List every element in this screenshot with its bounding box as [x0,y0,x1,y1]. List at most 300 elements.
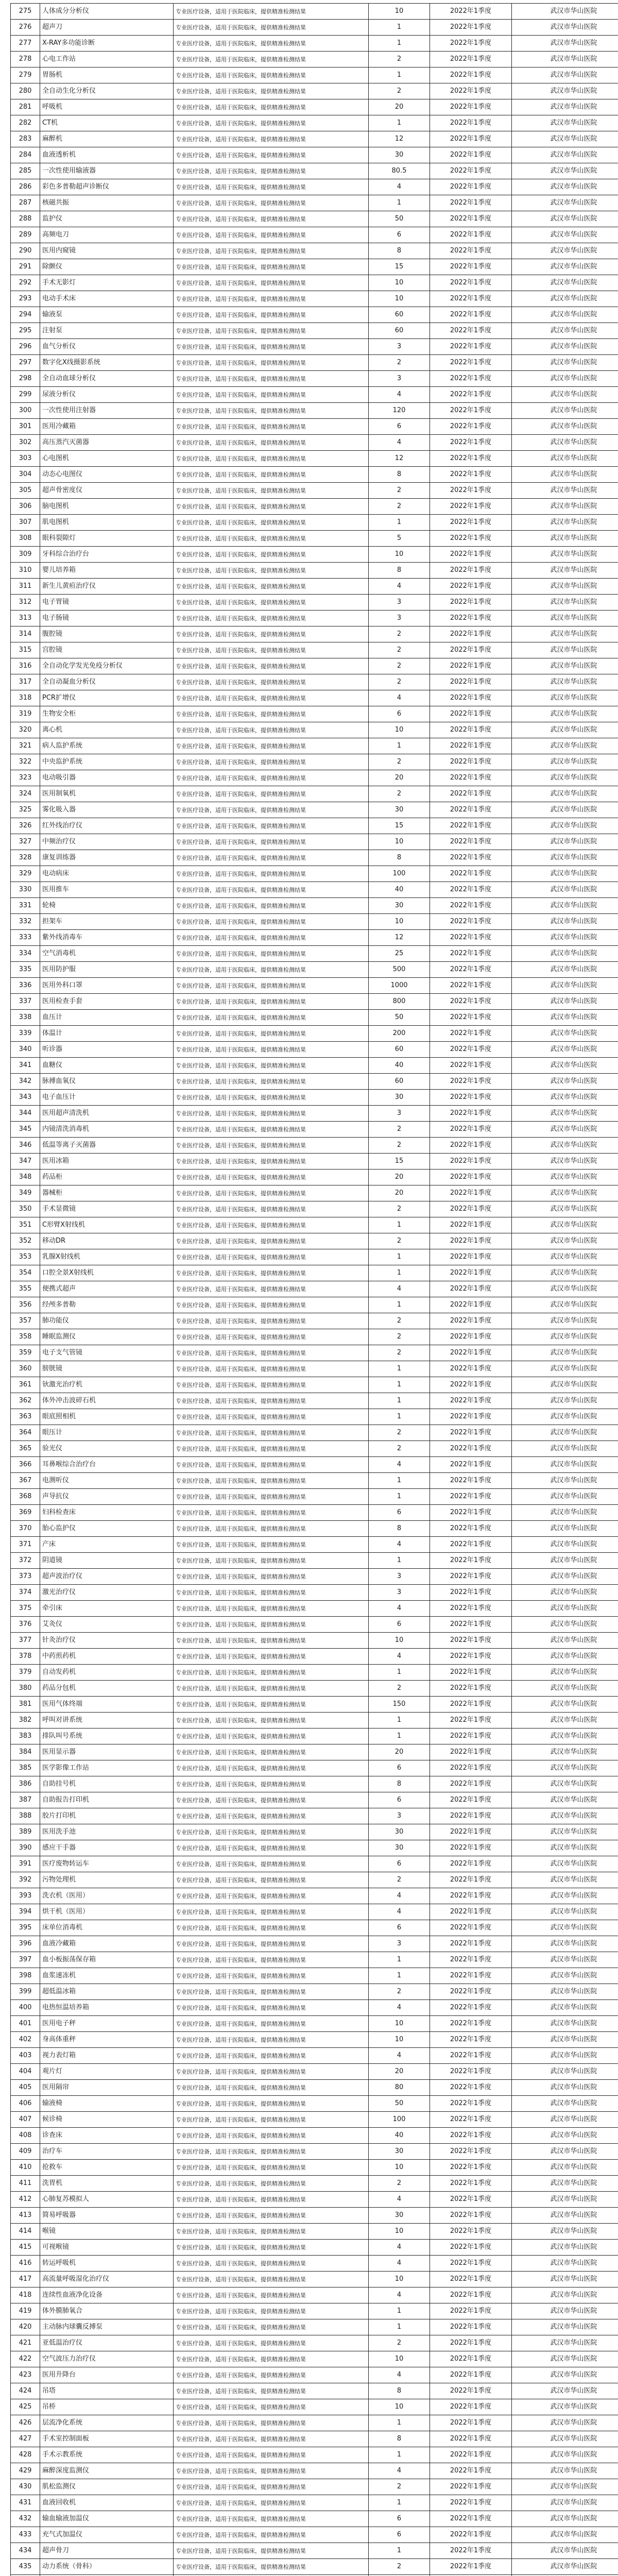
item-description: 专业医疗设备，适用于医院临床，提供精准检测结果 [174,674,369,690]
purchase-date: 2022年1季度 [430,275,512,291]
item-quantity: 30 [369,2208,430,2224]
table-row [11,563,618,579]
purchase-date: 2022年1季度 [430,722,512,738]
row-number: 336 [11,978,40,994]
purchase-date: 2022年1季度 [430,770,512,786]
table-row [11,2463,618,2479]
item-quantity: 200 [369,1026,430,1042]
row-number: 408 [11,2128,40,2144]
purchase-date: 2022年1季度 [430,1760,512,1776]
purchase-date: 2022年1季度 [430,1425,512,1441]
purchasing-unit: 武汉市华山医院 [512,211,618,227]
item-name: 医用隔帘 [40,2080,174,2096]
purchase-date: 2022年1季度 [430,1090,512,1106]
item-name: 注射泵 [40,323,174,339]
purchasing-unit: 武汉市华山医院 [512,579,618,595]
purchase-date: 2022年1季度 [430,1361,512,1377]
item-description: 专业医疗设备，适用于医院临床，提供精准检测结果 [174,1728,369,1744]
purchasing-unit: 武汉市华山医院 [512,2479,618,2495]
item-description: 专业医疗设备，适用于医院临床，提供精准检测结果 [174,914,369,930]
purchasing-unit: 武汉市华山医院 [512,1601,618,1617]
row-number: 301 [11,419,40,435]
item-quantity: 3 [369,595,430,611]
purchasing-unit: 武汉市华山医院 [512,1201,618,1217]
item-quantity: 1 [369,1473,430,1489]
purchase-date: 2022年1季度 [430,1457,512,1473]
purchase-date: 2022年1季度 [430,866,512,882]
table-row [11,738,618,754]
table-row [11,2272,618,2287]
table-row [11,1537,618,1553]
item-description: 专业医疗设备，适用于医院临床，提供精准检测结果 [174,115,369,131]
purchasing-unit: 武汉市华山医院 [512,1441,618,1457]
item-quantity: 25 [369,946,430,962]
item-name: 生物安全柜 [40,706,174,722]
purchase-date: 2022年1季度 [430,99,512,115]
item-quantity: 8 [369,850,430,866]
purchasing-unit: 武汉市华山医院 [512,1665,618,1681]
table-row [11,946,618,962]
item-description: 专业医疗设备，适用于医院临床，提供精准检测结果 [174,1713,369,1728]
row-number: 354 [11,1265,40,1281]
row-number: 359 [11,1345,40,1361]
item-name: 动态心电图仪 [40,467,174,483]
item-quantity: 3 [369,1585,430,1601]
purchase-date: 2022年1季度 [430,1233,512,1249]
purchase-date: 2022年1季度 [430,1888,512,1904]
row-number: 367 [11,1473,40,1489]
purchase-date: 2022年1季度 [430,131,512,147]
purchase-date: 2022年1季度 [430,2543,512,2559]
purchasing-unit: 武汉市华山医院 [512,850,618,866]
item-name: 医用气体终端 [40,1697,174,1713]
item-description: 专业医疗设备，适用于医院临床，提供精准检测结果 [174,722,369,738]
item-name: 超声骨刀 [40,2543,174,2559]
item-description: 专业医疗设备，适用于医院临床，提供精准检测结果 [174,483,369,499]
row-number: 418 [11,2287,40,2303]
item-quantity: 1 [369,1265,430,1281]
item-description: 专业医疗设备，适用于医院临床，提供精准检测结果 [174,163,369,179]
purchasing-unit: 武汉市华山医院 [512,930,618,946]
item-name: 血液回收机 [40,2495,174,2511]
purchase-date: 2022年1季度 [430,67,512,83]
item-name: 腹腔镜 [40,626,174,642]
row-number: 388 [11,1808,40,1824]
row-number: 381 [11,1697,40,1713]
item-description: 专业医疗设备，适用于医院临床，提供精准检测结果 [174,1824,369,1840]
row-number: 294 [11,307,40,323]
item-quantity: 4 [369,179,430,195]
item-description: 专业医疗设备，适用于医院临床，提供精准检测结果 [174,195,369,211]
table-row [11,483,618,499]
item-description: 专业医疗设备，适用于医院临床，提供精准检测结果 [174,1968,369,1984]
purchase-date: 2022年1季度 [430,1138,512,1154]
purchasing-unit: 武汉市华山医院 [512,1297,618,1313]
purchase-date: 2022年1季度 [430,2240,512,2256]
purchasing-unit: 武汉市华山医院 [512,435,618,451]
table-row [11,1649,618,1665]
item-description: 专业医疗设备，适用于医院临床，提供精准检测结果 [174,2351,369,2367]
item-description: 专业医疗设备，适用于医院临床，提供精准检测结果 [174,2000,369,2016]
purchase-date: 2022年1季度 [430,1377,512,1393]
item-description: 专业医疗设备，适用于医院临床，提供精准检测结果 [174,1457,369,1473]
item-quantity: 2 [369,1122,430,1138]
item-description: 专业医疗设备，适用于医院临床，提供精准检测结果 [174,866,369,882]
item-name: 超低温冰箱 [40,1984,174,2000]
item-quantity: 1 [369,67,430,83]
row-number: 433 [11,2527,40,2543]
row-number: 392 [11,1872,40,1888]
purchase-date: 2022年1季度 [430,1010,512,1026]
item-name: 诊查床 [40,2128,174,2144]
table-row [11,1122,618,1138]
item-name: 电热恒温培养箱 [40,2000,174,2016]
item-name: 电子支气管镜 [40,1345,174,1361]
item-description: 专业医疗设备，适用于医院临床，提供精准检测结果 [174,2160,369,2176]
item-quantity: 20 [369,1744,430,1760]
purchase-date: 2022年1季度 [430,1345,512,1361]
item-description: 专业医疗设备，适用于医院临床，提供精准检测结果 [174,259,369,275]
purchasing-unit: 武汉市华山医院 [512,1505,618,1521]
item-description: 专业医疗设备，适用于医院临床，提供精准检测结果 [174,99,369,115]
item-quantity: 1 [369,2543,430,2559]
purchase-date: 2022年1季度 [430,2303,512,2319]
purchase-date: 2022年1季度 [430,2335,512,2351]
table-row [11,1728,618,1744]
table-row [11,1297,618,1313]
item-quantity: 8 [369,243,430,259]
purchasing-unit: 武汉市华山医院 [512,834,618,850]
item-description: 专业医疗设备，适用于医院临床，提供精准检测结果 [174,1361,369,1377]
item-name: 体外冲击波碎石机 [40,1393,174,1409]
item-description: 专业医疗设备，适用于医院临床，提供精准检测结果 [174,1601,369,1617]
table-row [11,2335,618,2351]
table-row [11,2319,618,2335]
row-number: 296 [11,339,40,355]
purchase-date: 2022年1季度 [430,2080,512,2096]
purchase-date: 2022年1季度 [430,2431,512,2447]
table-row [11,20,618,36]
item-name: 康复训练器 [40,850,174,866]
table-row [11,1665,618,1681]
item-name: 监护仪 [40,211,174,227]
item-name: 医疗废物转运车 [40,1856,174,1872]
purchasing-unit: 武汉市华山医院 [512,2224,618,2240]
item-quantity: 1 [369,2303,430,2319]
item-quantity: 6 [369,227,430,243]
item-quantity: 2 [369,2559,430,2575]
purchasing-unit: 武汉市华山医院 [512,2080,618,2096]
item-quantity: 6 [369,419,430,435]
purchasing-unit: 武汉市华山医院 [512,1697,618,1713]
table-row [11,2383,618,2399]
item-quantity: 2 [369,1138,430,1154]
item-quantity: 60 [369,1042,430,1058]
item-quantity: 6 [369,1920,430,1936]
item-description: 专业医疗设备，适用于医院临床，提供精准检测结果 [174,1409,369,1425]
row-number: 297 [11,355,40,371]
item-quantity: 4 [369,1649,430,1665]
item-description: 专业医疗设备，适用于医院临床，提供精准检测结果 [174,1569,369,1585]
purchasing-unit: 武汉市华山医院 [512,1824,618,1840]
purchase-date: 2022年1季度 [430,2479,512,2495]
table-row [11,499,618,515]
purchasing-unit: 武汉市华山医院 [512,467,618,483]
item-description: 专业医疗设备，适用于医院临床，提供精准检测结果 [174,2112,369,2128]
item-quantity: 1 [369,1553,430,1569]
purchase-date: 2022年1季度 [430,2367,512,2383]
purchasing-unit: 武汉市华山医院 [512,531,618,547]
purchasing-unit: 武汉市华山医院 [512,1633,618,1649]
table-row [11,1856,618,1872]
item-name: 血气分析仪 [40,339,174,355]
table-row [11,2431,618,2447]
purchase-date: 2022年1季度 [430,20,512,36]
purchasing-unit: 武汉市华山医院 [512,962,618,978]
item-quantity: 4 [369,2048,430,2064]
row-number: 339 [11,1026,40,1042]
purchase-date: 2022年1季度 [430,323,512,339]
row-number: 346 [11,1138,40,1154]
purchase-date: 2022年1季度 [430,1649,512,1665]
purchase-date: 2022年1季度 [430,2224,512,2240]
item-quantity: 8 [369,2383,430,2399]
item-quantity: 50 [369,211,430,227]
table-row [11,2128,618,2144]
item-description: 专业医疗设备，适用于医院临床，提供精准检测结果 [174,786,369,802]
purchase-date: 2022年1季度 [430,1824,512,1840]
purchase-date: 2022年1季度 [430,419,512,435]
row-number: 415 [11,2240,40,2256]
table-row [11,147,618,163]
table-row [11,4,618,20]
purchase-date: 2022年1季度 [430,563,512,579]
item-quantity: 1 [369,1665,430,1681]
purchase-date: 2022年1季度 [430,1936,512,1952]
purchasing-unit: 武汉市华山医院 [512,20,618,36]
item-description: 专业医疗设备，适用于医院临床，提供精准检测结果 [174,20,369,36]
purchase-date: 2022年1季度 [430,115,512,131]
item-name: 超声波治疗仪 [40,1569,174,1585]
purchasing-unit: 武汉市华山医院 [512,419,618,435]
purchasing-unit: 武汉市华山医院 [512,2112,618,2128]
row-number: 315 [11,642,40,658]
item-description: 专业医疗设备，适用于医院临床，提供精准检测结果 [174,2128,369,2144]
item-description: 专业医疗设备，适用于医院临床，提供精准检测结果 [174,1617,369,1633]
item-name: 中药煎药机 [40,1649,174,1665]
purchasing-unit: 武汉市华山医院 [512,163,618,179]
item-name: 观片灯 [40,2064,174,2080]
purchasing-unit: 武汉市华山医院 [512,1122,618,1138]
table-row [11,1281,618,1297]
purchasing-unit: 武汉市华山医院 [512,754,618,770]
row-number: 278 [11,52,40,67]
item-quantity: 50 [369,1010,430,1026]
table-row [11,2367,618,2383]
table-row [11,722,618,738]
row-number: 349 [11,1185,40,1201]
purchasing-unit: 武汉市华山医院 [512,195,618,211]
table-row [11,1872,618,1888]
purchase-date: 2022年1季度 [430,259,512,275]
purchasing-unit: 武汉市华山医院 [512,1872,618,1888]
table-row [11,2112,618,2128]
table-row [11,658,618,674]
row-number: 420 [11,2319,40,2335]
purchasing-unit: 武汉市华山医院 [512,1329,618,1345]
table-row [11,52,618,67]
item-description: 专业医疗设备，适用于医院临床，提供精准检测结果 [174,1345,369,1361]
row-number: 320 [11,722,40,738]
item-description: 专业医疗设备，适用于医院临床，提供精准检测结果 [174,1553,369,1569]
item-description: 专业医疗设备，适用于医院临床，提供精准检测结果 [174,4,369,20]
purchasing-unit: 武汉市华山医院 [512,770,618,786]
purchasing-unit: 武汉市华山医院 [512,1792,618,1808]
item-quantity: 20 [369,1185,430,1201]
item-description: 专业医疗设备，适用于医院临床，提供精准检测结果 [174,2032,369,2048]
table-row [11,2527,618,2543]
purchasing-unit: 武汉市华山医院 [512,914,618,930]
item-description: 专业医疗设备，适用于医院临床，提供精准检测结果 [174,515,369,531]
row-number: 417 [11,2272,40,2287]
table-row [11,339,618,355]
item-quantity: 1 [369,515,430,531]
purchasing-unit: 武汉市华山医院 [512,1345,618,1361]
table-row [11,834,618,850]
row-number: 344 [11,1106,40,1122]
item-quantity: 15 [369,259,430,275]
item-description: 专业医疗设备，适用于医院临床，提供精准检测结果 [174,2064,369,2080]
purchasing-unit: 武汉市华山医院 [512,2240,618,2256]
item-quantity: 80 [369,2080,430,2096]
purchasing-unit: 武汉市华山医院 [512,323,618,339]
row-number: 340 [11,1042,40,1058]
purchasing-unit: 武汉市华山医院 [512,722,618,738]
row-number: 360 [11,1361,40,1377]
table-row [11,2032,618,2048]
item-quantity: 30 [369,898,430,914]
purchasing-unit: 武汉市华山医院 [512,611,618,626]
purchasing-unit: 武汉市华山医院 [512,1425,618,1441]
item-name: 一次性使用输液器 [40,163,174,179]
purchasing-unit: 武汉市华山医院 [512,1265,618,1281]
purchasing-unit: 武汉市华山医院 [512,2272,618,2287]
item-name: 吊塔 [40,2383,174,2399]
table-row [11,2399,618,2415]
item-description: 专业医疗设备，适用于医院临床，提供精准检测结果 [174,1074,369,1090]
item-quantity: 6 [369,1617,430,1633]
item-description: 专业医疗设备，适用于医院临床，提供精准检测结果 [174,2192,369,2208]
item-description: 专业医疗设备，适用于医院临床，提供精准检测结果 [174,738,369,754]
table-row [11,1920,618,1936]
table-row [11,866,618,882]
purchase-date: 2022年1季度 [430,1521,512,1537]
item-quantity: 4 [369,1281,430,1297]
purchasing-unit: 武汉市华山医院 [512,2256,618,2272]
purchase-date: 2022年1季度 [430,371,512,387]
purchase-date: 2022年1季度 [430,403,512,419]
row-number: 280 [11,83,40,99]
purchasing-unit: 武汉市华山医院 [512,227,618,243]
item-quantity: 2 [369,1872,430,1888]
purchase-date: 2022年1季度 [430,2000,512,2016]
item-quantity: 10 [369,291,430,307]
item-name: 呼叫对讲系统 [40,1713,174,1728]
row-number: 384 [11,1744,40,1760]
purchasing-unit: 武汉市华山医院 [512,1553,618,1569]
purchasing-unit: 武汉市华山医院 [512,2495,618,2511]
row-number: 389 [11,1824,40,1840]
row-number: 393 [11,1888,40,1904]
row-number: 378 [11,1649,40,1665]
item-description: 专业医疗设备，适用于医院临床，提供精准检测结果 [174,2224,369,2240]
purchasing-unit: 武汉市华山医院 [512,1138,618,1154]
purchasing-unit: 武汉市华山医院 [512,642,618,658]
row-number: 372 [11,1553,40,1569]
item-quantity: 1 [369,1393,430,1409]
table-row [11,36,618,52]
purchasing-unit: 武汉市华山医院 [512,2048,618,2064]
row-number: 434 [11,2543,40,2559]
row-number: 430 [11,2479,40,2495]
item-quantity: 10 [369,722,430,738]
row-number: 309 [11,547,40,563]
row-number: 414 [11,2224,40,2240]
item-name: 医用推车 [40,882,174,898]
purchasing-unit: 武汉市华山医院 [512,1473,618,1489]
item-quantity: 20 [369,2064,430,2080]
row-number: 386 [11,1776,40,1792]
purchasing-unit: 武汉市华山医院 [512,1393,618,1409]
table-row [11,754,618,770]
table-row [11,1585,618,1601]
row-number: 364 [11,1425,40,1441]
item-description: 专业医疗设备，适用于医院临床，提供精准检测结果 [174,1281,369,1297]
row-number: 421 [11,2335,40,2351]
item-name: 彩色多普勒超声诊断仪 [40,179,174,195]
item-quantity: 1 [369,20,430,36]
row-number: 319 [11,706,40,722]
row-number: 431 [11,2495,40,2511]
purchase-date: 2022年1季度 [430,2208,512,2224]
row-number: 353 [11,1249,40,1265]
item-description: 专业医疗设备，适用于医院临床，提供精准检测结果 [174,1201,369,1217]
purchase-date: 2022年1季度 [430,179,512,195]
item-quantity: 8 [369,2431,430,2447]
row-number: 293 [11,291,40,307]
item-quantity: 20 [369,99,430,115]
table-row [11,2160,618,2176]
item-description: 专业医疗设备，适用于医院临床，提供精准检测结果 [174,1185,369,1201]
item-name: 自助挂号机 [40,1776,174,1792]
purchase-date: 2022年1季度 [430,1185,512,1201]
table-row [11,387,618,403]
item-description: 专业医疗设备，适用于医院临床，提供精准检测结果 [174,2208,369,2224]
item-description: 专业医疗设备，适用于医院临床，提供精准检测结果 [174,1792,369,1808]
item-name: 自助报告打印机 [40,1792,174,1808]
purchasing-unit: 武汉市华山医院 [512,1058,618,1074]
item-description: 专业医疗设备，适用于医院临床，提供精准检测结果 [174,2495,369,2511]
row-number: 358 [11,1329,40,1345]
table-row [11,1329,618,1345]
row-number: 282 [11,115,40,131]
item-description: 专业医疗设备，适用于医院临床，提供精准检测结果 [174,2447,369,2463]
purchasing-unit: 武汉市华山医院 [512,243,618,259]
purchasing-unit: 武汉市华山医院 [512,1617,618,1633]
purchase-date: 2022年1季度 [430,2287,512,2303]
table-row [11,930,618,946]
table-row [11,2447,618,2463]
